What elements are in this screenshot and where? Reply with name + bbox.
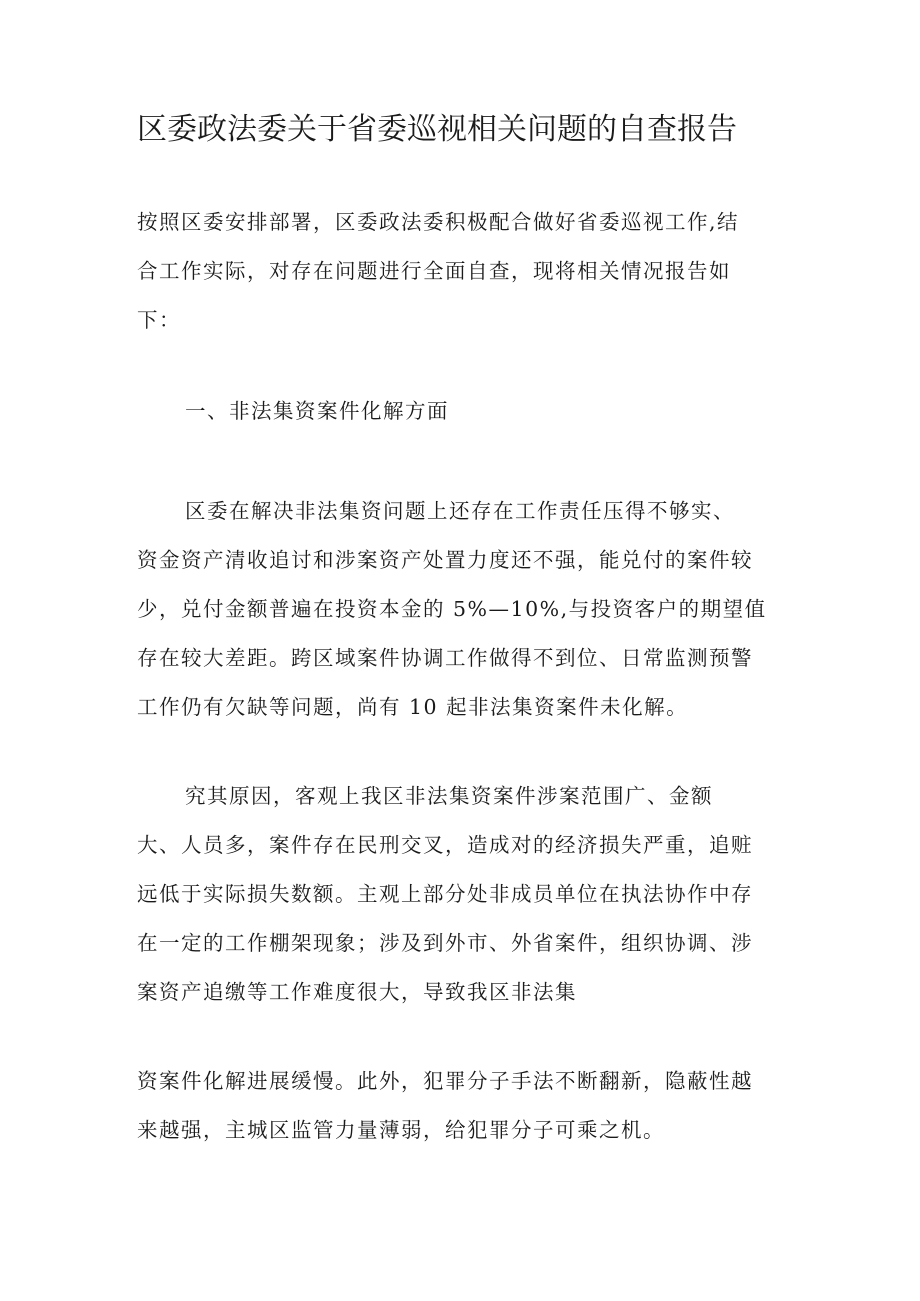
- paragraph-3: [137, 1057, 797, 1155]
- intro-line-2: 合工作实际，对存在问题进行全面自查，现将相关情况报告如: [137, 259, 731, 283]
- intro-line-1: 按照区委安排部署，区委政法委积极配合做好省委巡视工作,结: [137, 210, 740, 234]
- section-heading-1: 一、非法集资案件化解方面: [185, 399, 449, 423]
- paragraph-1-line-5: 工作仍有欠缺等问题，尚有 10 起非法集资案件未化解。: [137, 695, 689, 719]
- paragraph-2-line-1: 究其原因，客观上我区非法集资案件涉案范围广、金额: [185, 784, 713, 808]
- intro-paragraph: [137, 198, 797, 345]
- intro-line-3: 下：: [137, 308, 181, 332]
- paragraph-1-line-1: 区委在解决非法集资问题上还存在工作责任压得不够实、: [185, 499, 735, 523]
- paragraph-2: [137, 772, 797, 1017]
- paragraph-2-line-4: 在一定的工作棚架现象；涉及到外市、外省案件，组织协调、涉: [137, 931, 753, 955]
- document-title: 区委政法委关于省委巡视相关问题的自查报告: [137, 112, 737, 147]
- paragraph-3-line-1: 资案件化解进展缓慢。此外，犯罪分子手法不断翻新，隐蔽性越: [137, 1069, 753, 1093]
- paragraph-2-line-5: 案资产追缴等工作难度很大，导致我区非法集: [137, 980, 577, 1004]
- paragraph-3-line-2: 来越强，主城区监管力量薄弱，给犯罪分子可乘之机。: [137, 1118, 665, 1142]
- paragraph-1-line-2: 资金资产清收追讨和涉案资产处置力度还不强，能兑付的案件较: [137, 548, 753, 572]
- paragraph-1-line-3: 少，兑付金额普遍在投资本金的 5%—10%,与投资客户的期望值: [137, 597, 767, 621]
- paragraph-2-line-3: 远低于实际损失数额。主观上部分处非成员单位在执法协作中存: [137, 882, 753, 906]
- paragraph-1: [137, 487, 797, 732]
- paragraph-2-line-2: 大、人员多，案件存在民刑交叉，造成对的经济损失严重，追赃: [137, 833, 753, 857]
- paragraph-1-line-4: 存在较大差距。跨区域案件协调工作做得不到位、日常监测预警: [137, 646, 753, 670]
